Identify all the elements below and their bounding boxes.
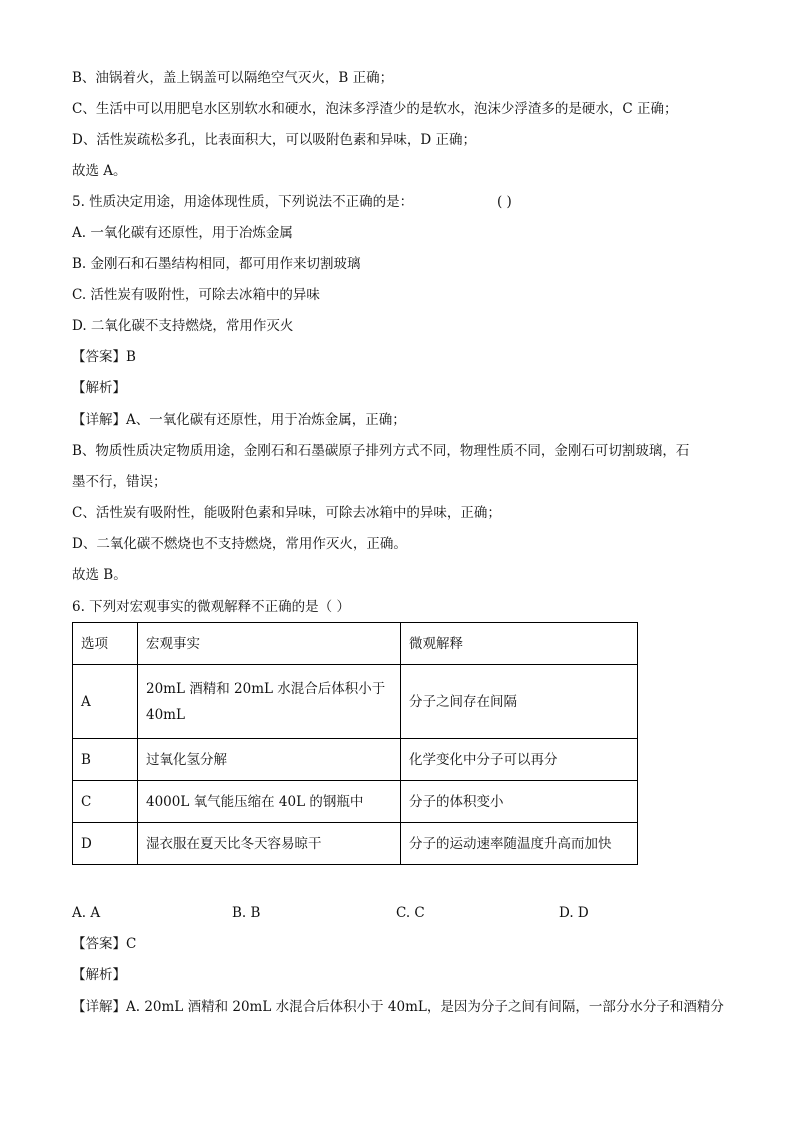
facts-table [72,622,638,865]
table-header-cell: 微观解释 [401,623,638,665]
table-cell-fact: 湿衣服在夏天比冬天容易晾干 [138,823,401,865]
table-row [73,739,638,781]
table-row [73,781,638,823]
detail-line: 【详解】A、一氧化碳有还原性，用于冶炼金属，正确； [72,412,406,428]
option-a: A. 一氧化碳有还原性，用于冶炼金属 [72,225,293,241]
table-cell-explanation: 分子的体积变小 [401,781,638,823]
option-d: D. 二氧化碳不支持燃烧，常用作灭火 [72,318,294,334]
table-row [73,823,638,865]
table-header-row [73,623,638,665]
table-cell-fact: 4000L 氧气能压缩在 40L 的钢瓶中 [138,781,401,823]
table-cell-option: A [73,665,138,739]
table-cell-fact: 过氧化氢分解 [138,739,401,781]
choice-b: B. B [232,905,261,921]
detail-line: 故选 B。 [72,567,127,583]
answer-label: 【答案】B [72,349,136,365]
text-line: C、生活中可以用肥皂水区别软水和硬水，泡沫多浮渣少的是软水，泡沫少浮渣多的是硬水，C 正确； [72,101,678,117]
choice-c: C. C [396,905,425,921]
detail-line: 墨不行，错误； [72,474,167,490]
table-cell-explanation: 分子之间存在间隔 [401,665,638,739]
table-cell-option: C [73,781,138,823]
choice-d: D. D [559,905,589,921]
question-6-stem: 6. 下列对宏观事实的微观解释不正确的是（ ） [72,599,350,615]
table-cell-explanation: 化学变化中分子可以再分 [401,739,638,781]
table-header-cell: 宏观事实 [138,623,401,665]
text-line: D、活性炭疏松多孔，比表面积大，可以吸附色素和异味，D 正确； [72,132,476,148]
table-row [73,665,638,739]
detail-line: 【详解】A. 20mL 酒精和 20mL 水混合后体积小于 40mL，是因为分子之间有间隔，一部分水分子和酒精分 [72,999,724,1015]
table-header-cell: 选项 [73,623,138,665]
question-5-stem: 5. 性质决定用途，用途体现性质，下列说法不正确的是： [72,194,414,210]
analysis-label: 【解析】 [72,967,126,983]
detail-line: D、二氧化碳不燃烧也不支持燃烧，常用作灭火，正确。 [72,536,407,552]
text-line: B、油锅着火，盖上锅盖可以隔绝空气灭火，B 正确； [72,70,394,86]
detail-line: B、物质性质决定物质用途，金刚石和石墨碳原子排列方式不同，物理性质不同，金刚石可切割玻璃，石 [72,443,690,459]
table-cell-explanation: 分子的运动速率随温度升高而加快 [401,823,638,865]
option-c: C. 活性炭有吸附性，可除去冰箱中的异味 [72,287,320,303]
option-b: B. 金刚石和石墨结构相同，都可用作来切割玻璃 [72,256,361,272]
table-cell-option: B [73,739,138,781]
text-line: 故选 A。 [72,163,127,179]
choice-a: A. A [72,905,101,921]
fact-line: 40mL [146,706,185,723]
answer-label: 【答案】C [72,936,137,952]
answer-blank: ( ) [497,194,512,210]
table-cell-option: D [73,823,138,865]
fact-line: 20mL 酒精和 20mL 水混合后体积小于 [146,680,386,697]
table-cell-fact [138,665,401,739]
detail-line: C、活性炭有吸附性，能吸附色素和异味，可除去冰箱中的异味，正确； [72,505,501,521]
analysis-label: 【解析】 [72,380,126,396]
